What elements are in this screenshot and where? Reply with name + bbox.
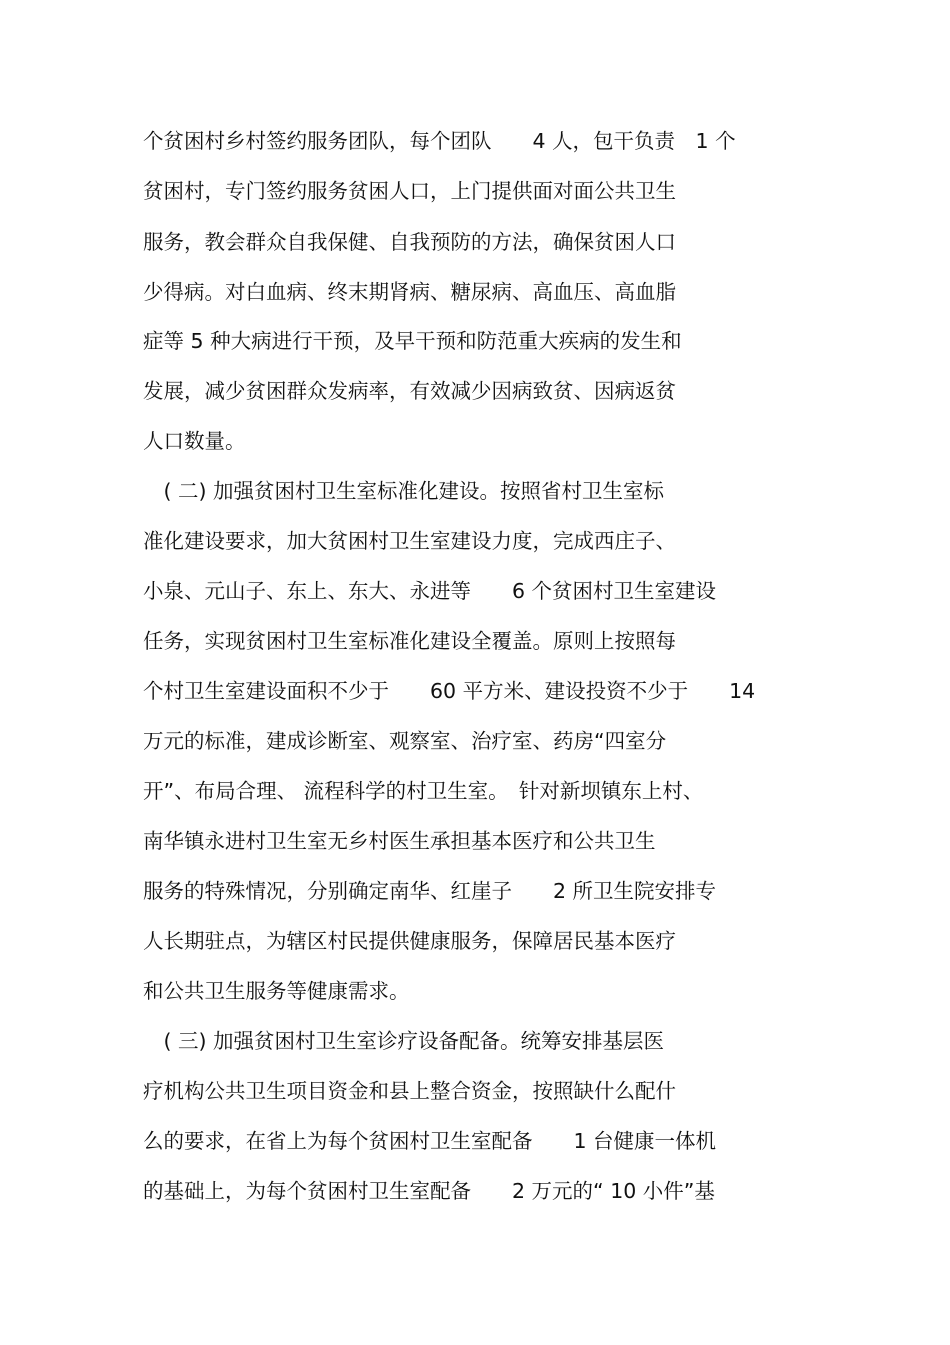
text-line: 服务的特殊情况，分别确定南华、红崖子 2 所卫生院安排专 [143, 879, 717, 903]
text-line: 人长期驻点，为辖区村民提供健康服务，保障居民基本医疗 [143, 929, 676, 953]
text-line: 个贫困村乡村签约服务团队，每个团队 4 人，包干负责 1 个 [143, 129, 736, 153]
text-line: 贫困村，专门签约服务贫困人口，上门提供面对面公共卫生 [143, 179, 676, 203]
text-line: 南华镇永进村卫生室无乡村医生承担基本医疗和公共卫生 [143, 829, 656, 853]
text-line: 万元的标准，建成诊断室、观察室、治疗室、药房“四室分 [143, 729, 667, 753]
text-line: ( 二) 加强贫困村卫生室标准化建设。按照省村卫生室标 [143, 479, 665, 503]
text-line: ( 三) 加强贫困村卫生室诊疗设备配备。统筹安排基层医 [143, 1029, 665, 1053]
text-line: 少得病。对白血病、终末期肾病、糖尿病、高血压、高血脂 [143, 280, 676, 304]
text-line: 准化建设要求，加大贫困村卫生室建设力度，完成西庄子、 [143, 529, 676, 553]
text-line: 个村卫生室建设面积不少于 60 平方米、建设投资不少于 14 [143, 679, 756, 703]
text-line: 人口数量。 [143, 429, 246, 453]
text-line: 么的要求，在省上为每个贫困村卫生室配备 1 台健康一体机 [143, 1129, 717, 1153]
text-line: 服务，教会群众自我保健、自我预防的方法，确保贫困人口 [143, 230, 676, 254]
text-line: 疗机构公共卫生项目资金和县上整合资金，按照缺什么配什 [143, 1079, 676, 1103]
text-line: 发展，减少贫困群众发病率，有效减少因病致贫、因病返贫 [143, 379, 676, 403]
text-line: 开”、布局合理、 流程科学的村卫生室。 针对新坝镇东上村、 [143, 779, 704, 803]
text-line: 和公共卫生服务等健康需求。 [143, 979, 410, 1003]
text-line: 的基础上，为每个贫困村卫生室配备 2 万元的“ 10 小件”基 [143, 1179, 715, 1203]
text-line: 症等 5 种大病进行干预，及早干预和防范重大疾病的发生和 [143, 329, 682, 353]
text-line: 任务，实现贫困村卫生室标准化建设全覆盖。原则上按照每 [143, 629, 676, 653]
text-line: 小泉、元山子、东上、东大、永进等 6 个贫困村卫生室建设 [143, 579, 717, 603]
